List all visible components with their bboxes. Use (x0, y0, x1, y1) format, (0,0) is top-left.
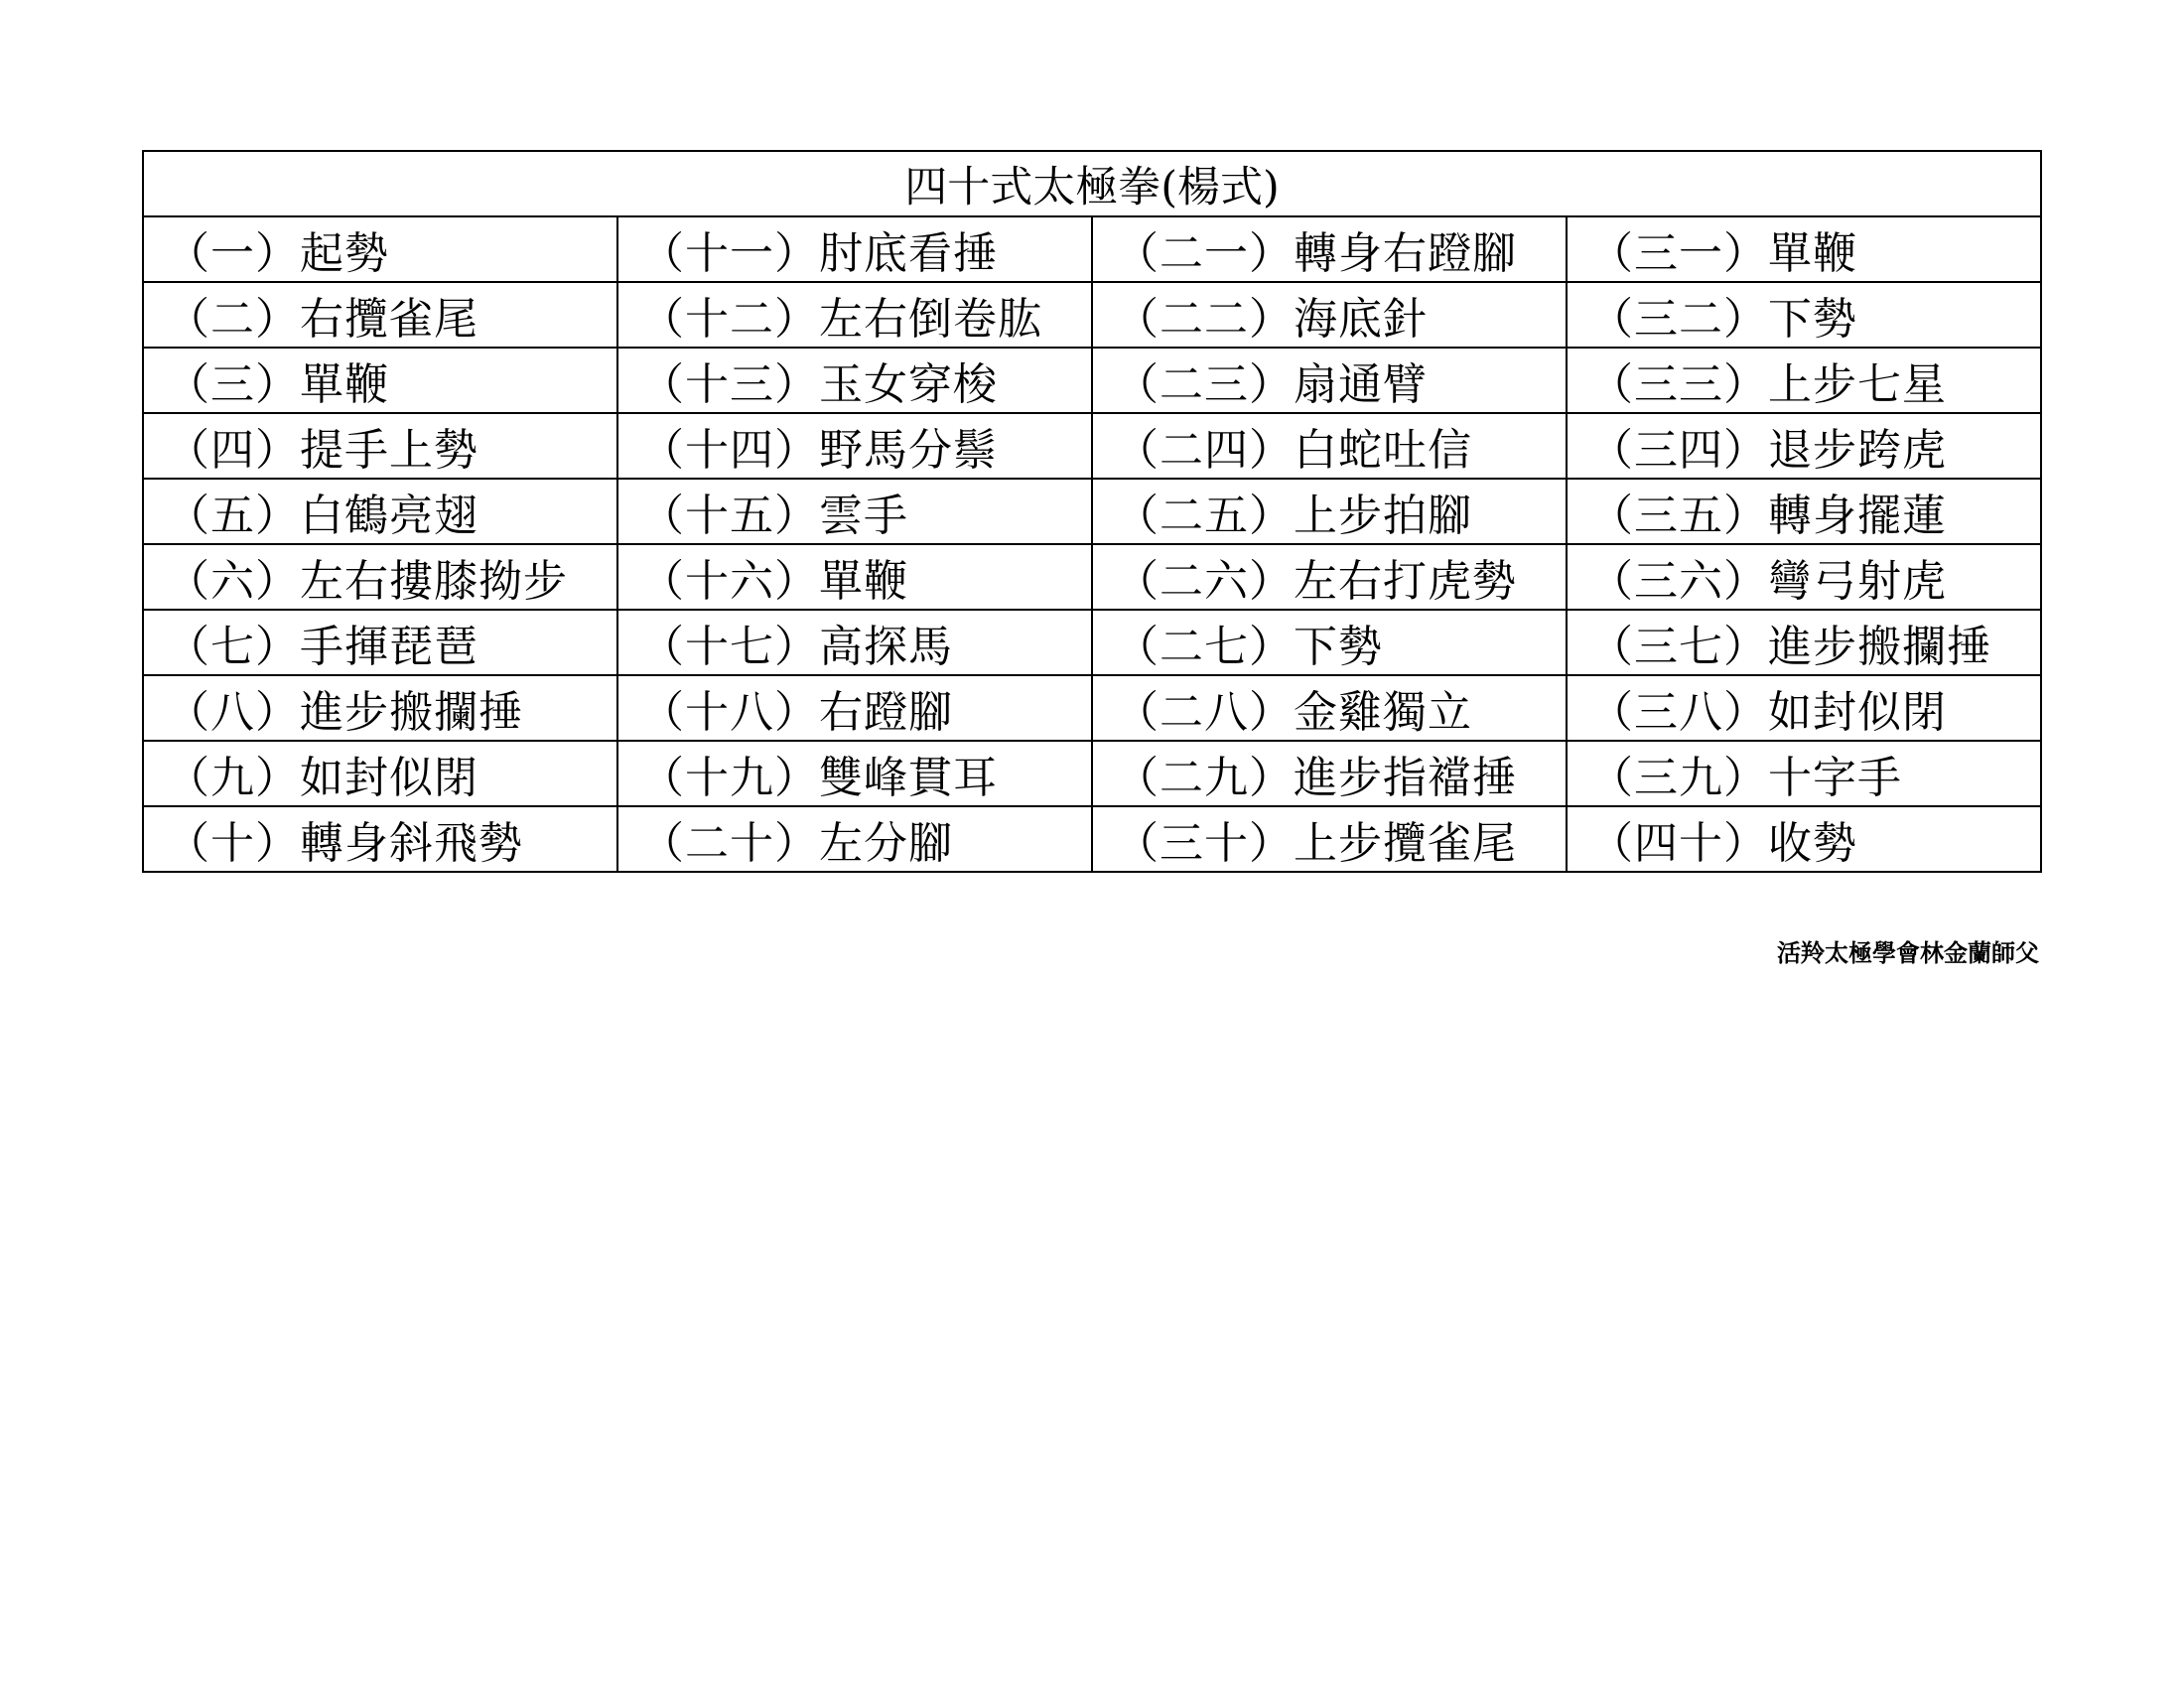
table-row (143, 544, 2041, 610)
credit-text: 活羚太極學會林金蘭師父 (1777, 939, 2039, 967)
form-cell: （三一）單鞭 (1567, 216, 2041, 282)
form-cell: （二二）海底針 (1092, 282, 1567, 348)
form-cell: （四）提手上勢 (143, 413, 617, 479)
table-row (143, 282, 2041, 348)
form-cell: （十三）玉女穿梭 (617, 348, 1092, 413)
form-cell: （三四）退步跨虎 (1567, 413, 2041, 479)
form-cell: （十）轉身斜飛勢 (143, 806, 617, 872)
form-cell: （八）進步搬攔捶 (143, 675, 617, 741)
form-cell: （十一）肘底看捶 (617, 216, 1092, 282)
form-cell: （十六）單鞭 (617, 544, 1092, 610)
form-cell: （三）單鞭 (143, 348, 617, 413)
form-cell: （十五）雲手 (617, 479, 1092, 544)
form-cell: （三七）進步搬攔捶 (1567, 610, 2041, 675)
table-row (143, 741, 2041, 806)
form-cell: （十九）雙峰貫耳 (617, 741, 1092, 806)
form-cell: （五）白鶴亮翅 (143, 479, 617, 544)
form-cell: （三八）如封似閉 (1567, 675, 2041, 741)
form-cell: （六）左右摟膝拗步 (143, 544, 617, 610)
table-row (143, 675, 2041, 741)
form-cell: （三九）十字手 (1567, 741, 2041, 806)
form-cell: （二一）轉身右蹬腳 (1092, 216, 1567, 282)
form-cell: （三六）彎弓射虎 (1567, 544, 2041, 610)
form-cell: （二十）左分腳 (617, 806, 1092, 872)
table-row (143, 216, 2041, 282)
table-row (143, 479, 2041, 544)
table-title-row (143, 151, 2041, 216)
form-cell: （十七）高探馬 (617, 610, 1092, 675)
form-cell: （一）起勢 (143, 216, 617, 282)
table-row (143, 413, 2041, 479)
table-row (143, 806, 2041, 872)
form-cell: （二三）扇通臂 (1092, 348, 1567, 413)
form-cell: （二五）上步拍腳 (1092, 479, 1567, 544)
form-cell: （七）手揮琵琶 (143, 610, 617, 675)
table-title: 四十式太極拳(楊式) (143, 151, 2041, 216)
form-cell: （三三）上步七星 (1567, 348, 2041, 413)
table-row (143, 348, 2041, 413)
form-cell: （三十）上步攬雀尾 (1092, 806, 1567, 872)
form-cell: （二九）進步指襠捶 (1092, 741, 1567, 806)
form-cell: （三五）轉身擺蓮 (1567, 479, 2041, 544)
form-cell: （三二）下勢 (1567, 282, 2041, 348)
form-cell: （四十）收勢 (1567, 806, 2041, 872)
form-cell: （二八）金雞獨立 (1092, 675, 1567, 741)
form-cell: （十二）左右倒卷肱 (617, 282, 1092, 348)
form-cell: （二七）下勢 (1092, 610, 1567, 675)
form-cell: （二四）白蛇吐信 (1092, 413, 1567, 479)
forms-table (142, 150, 2042, 873)
forms-table-body (143, 216, 2041, 872)
form-cell: （十四）野馬分鬃 (617, 413, 1092, 479)
forms-table-container (142, 150, 2042, 873)
form-cell: （二）右攬雀尾 (143, 282, 617, 348)
form-cell: （九）如封似閉 (143, 741, 617, 806)
table-row (143, 610, 2041, 675)
form-cell: （十八）右蹬腳 (617, 675, 1092, 741)
form-cell: （二六）左右打虎勢 (1092, 544, 1567, 610)
